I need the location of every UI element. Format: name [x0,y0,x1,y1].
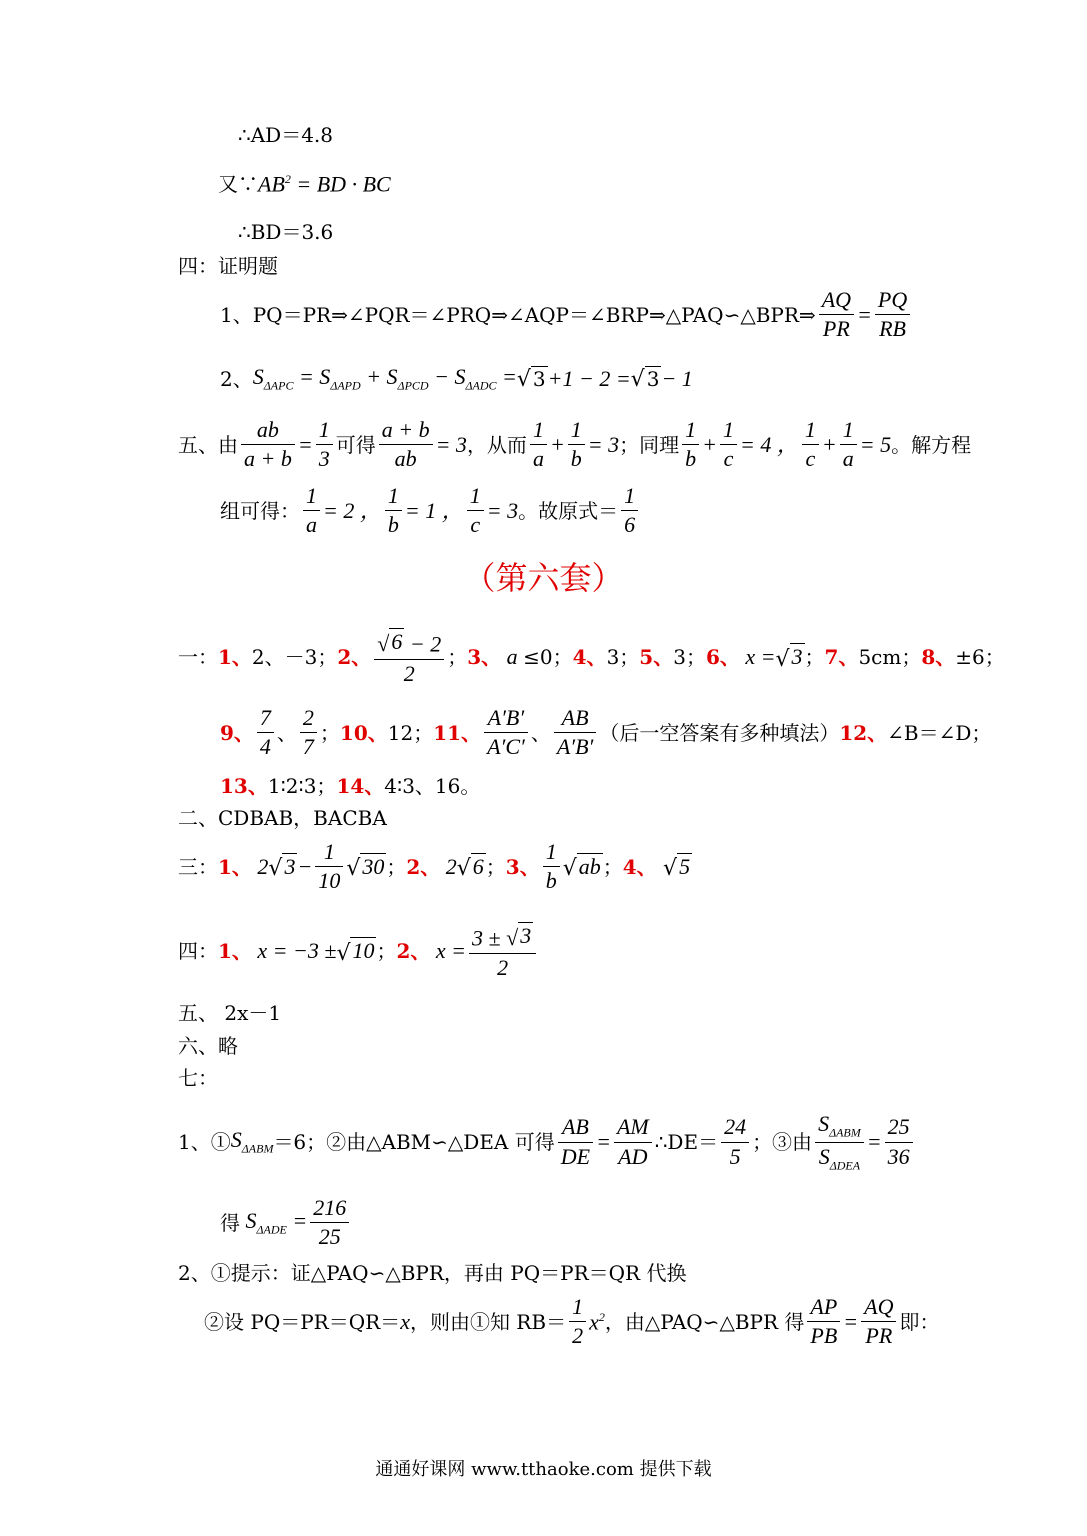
set-title: （第六套） [463,559,624,597]
answer: 3； [673,644,706,669]
text: 1、PQ＝PR⇒∠PQR＝∠PRQ⇒∠AQP＝∠BRP⇒△PAQ∽△BPR⇒ [220,302,816,327]
q-num: 4、 [572,644,607,669]
text: 一： [178,644,218,669]
part-one-row2: 9、 $\frac{7}{4}$ 、 $\frac{2}{7}$ ； 10、 12； 11、 $\frac{A'B'}{A'C'}$ 、 $\frac{AB}{A'B'}$ （后一空答案有多种填法） 12、 ∠B＝∠D； [220,705,992,760]
q-num: 13、 [220,774,268,798]
part-five: 五、 2x－1 [178,1001,282,1025]
answer: 1∶2∶3； [267,774,337,798]
q-num: 11、 [433,720,482,745]
formula: $S_{\Delta APC} = S_{\Delta APD} + S_{\Delta PCD} - S_{\Delta ADC}$ = [252,364,517,393]
text: 。解方程 [891,432,972,457]
part-three: 三： 1、 2 √ 3 − $\frac{1}{10}$ √ 30 ； 2、 2 √ 6 ； 3、 $\frac{1}{b}$ √ ab ； 4、 √ 5 [178,839,691,894]
answer: ∠B＝∠D； [887,720,992,745]
footer-credit: 通通好课网 www.tthaoke.com 提供下载 [375,1459,712,1480]
proof-2: 2、 $S_{\Delta APC} = S_{\Delta APD} + S_{\Delta PCD} - S_{\Delta ADC}$ = √ 3 +1 − 2 = √ 3 − 1 [220,364,693,393]
text: 2、 [220,366,253,391]
q-num: 6、 [705,644,740,669]
text: ，则由①知 RB＝ [409,1309,567,1334]
section-five-cont: 组可得： $\frac{1}{a}$ = 2 ， $\frac{1}{b}$ = 1 ， $\frac{1}{c}$ = 3 。故原式＝ $\frac{1}{6}$ [220,484,641,537]
text: ，从而 [466,432,527,457]
text: 即： [899,1309,940,1334]
text: 三： [178,854,218,879]
text: ∴DE＝ [654,1130,719,1155]
answer: ±6； [955,644,1005,669]
part-two: 二、CDBAB，BACBA [178,806,387,830]
part-one-row1: 一： 1、 2、－3； 2、 √ 6 − 2 2 ； 3、 a ≤0； 4、 3； 5、 3； 6、 x = √ 3 ； 7、 5cm； 8、 ±6； [178,629,1005,686]
fraction: $\frac{PQ}{RB}$ [875,288,910,341]
part-seven-q1-cont: 得 $S_{\Delta ADE}$ = $\frac{216}{25}$ [220,1196,352,1249]
q-num: 2、 [337,644,372,669]
text: ，由△PAQ∽△BPR 得 [604,1309,805,1334]
q-num: 10、 [339,720,388,745]
q-num: 14、 [336,774,385,798]
text: 1、① [178,1130,231,1155]
text: 五、由 [178,432,238,457]
text: ②设 PQ＝PR＝QR＝ [204,1309,401,1334]
text: 得 [220,1210,240,1235]
line-ab-squared [218,173,391,195]
q-num: 7、 [824,644,859,669]
text: 可得 [335,432,376,457]
part-one-row3 [220,776,480,796]
q-num: 12、 [839,720,888,745]
answer: 3； [606,644,640,669]
section-four-heading: 四：证明题 [178,254,278,278]
note: （后一空答案有多种填法） [599,720,840,745]
q-num: 8、 [921,644,956,669]
part-seven-q1: 1、① $S_{\Delta ABM}$ ＝6；②由△ABM∽△DEA 可得 $\frac{AB}{DE}$ = $\frac{AM}{AD}$ ∴DE＝ $\frac{24}{5}$ ；③由 $\frac{S_{\Delta ABM}}{S_{\Delta DEA}}$ = $\frac{25}{36}$ [178,1112,916,1172]
section-five: 五、由 $\frac{ab}{a + b}$ = $\frac{1}{3}$ 可得 $\frac{a + b}{ab}$ = 3 ，从而 $\frac{1}{a}$ + $\frac{1}{b}$ = 3 ；同理 $\frac{1}{b}$ + $\frac{1}{c}$ = 4 ， $\frac{1}{c}$ + $\frac{1}{a}$ = 5 。解方程 [178,417,972,472]
q-num: 1、 [218,644,252,669]
text: 组可得： [220,498,300,523]
text: ；③由 [752,1130,813,1155]
sqrt: √ 3 [630,367,660,393]
text: 四： [178,938,218,963]
part-seven-q2: 2、①提示：证△PAQ∽△BPR，再由 PQ＝PR＝QR 代换 [178,1261,687,1285]
line-ad: ∴AD＝4.8 [238,123,334,147]
part-seven-q2-cont: ②设 PQ＝PR＝QR＝ x ，则由①知 RB＝ $\frac{1}{2}$ $x^2$ ，由△PAQ∽△BPR 得 $\frac{AP}{PB}$ = $\frac{AQ}{PR}$ 即： [204,1294,940,1349]
answer: 4∶3、16。 [384,774,481,798]
part-four: 四： 1、 x = −3 ± √ 10 ； 2、 x = 3 ± √ 3 2 [178,922,539,980]
q-num: 3、 [467,644,502,669]
text: 。故原式＝ [518,498,619,523]
fraction: $\frac{AQ}{PR}$ [819,288,854,341]
answer: 5cm； [858,644,922,669]
fraction: √ 6 − 2 2 [374,628,444,686]
text: 又∵ [218,172,258,197]
answer: 2、－3； [251,644,338,669]
answer: ≤0； [523,644,573,669]
sqrt: √ 3 [516,367,546,393]
formula: $AB^2$ = BD · BC [258,171,391,197]
q-num: 9、 [220,720,254,745]
text: ；同理 [619,432,680,457]
part-six: 六、略 [178,1034,238,1058]
text: ＝6；②由△ABM∽△DEA 可得 [273,1130,555,1155]
line-bd: ∴BD＝3.6 [238,220,334,244]
part-seven: 七： [178,1066,218,1090]
proof-1: 1、PQ＝PR⇒∠PQR＝∠PRQ⇒∠AQP＝∠BRP⇒△PAQ∽△BPR⇒ $\frac{AQ}{PR}$ = $\frac{PQ}{RB}$ [220,288,913,341]
q-num: 5、 [639,644,674,669]
answer: 12； [387,720,434,745]
